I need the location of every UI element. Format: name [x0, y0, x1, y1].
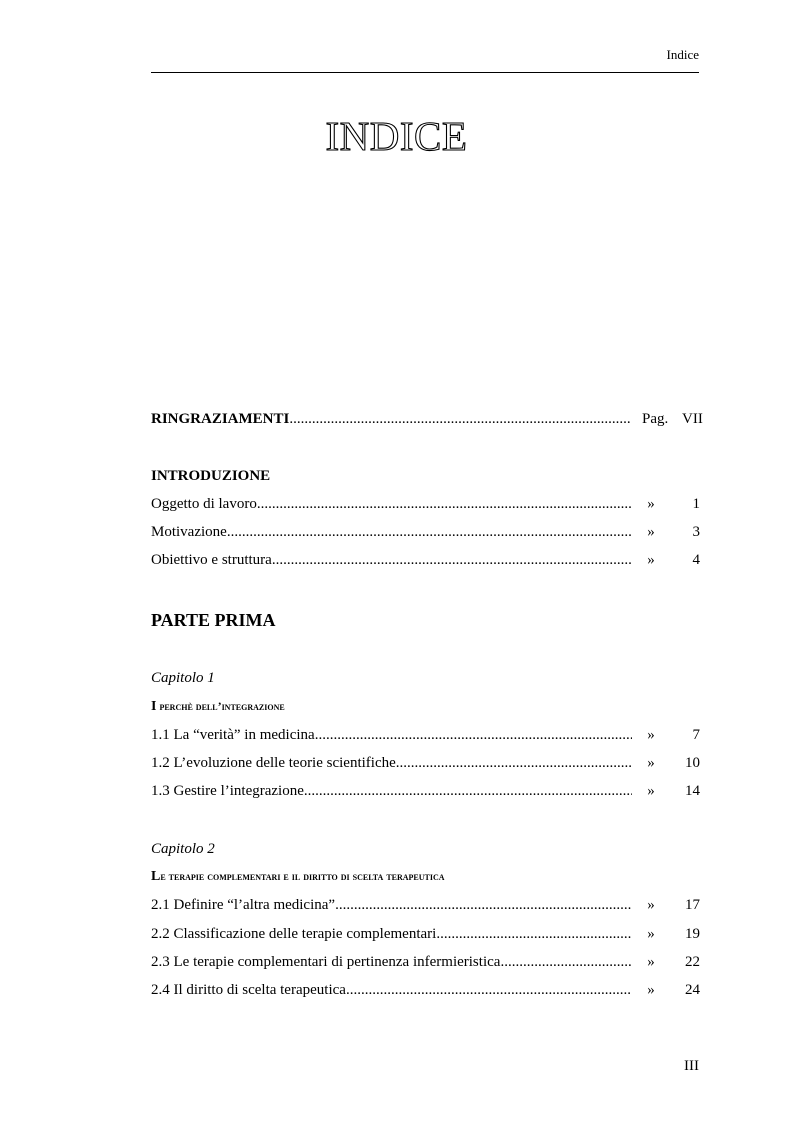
toc-entry-label: 1.1 La “verità” in medicina	[151, 727, 315, 743]
page-title: INDICE	[325, 113, 468, 159]
toc-page-marker: »	[647, 954, 655, 970]
toc-entry[interactable]	[151, 727, 700, 747]
toc-page-marker: »	[647, 783, 655, 799]
toc-page-number: 10	[685, 755, 700, 771]
chapter-label: Capitolo 1	[151, 670, 215, 686]
toc-page-number: 19	[685, 926, 700, 942]
toc-entry-label: Motivazione	[151, 524, 227, 540]
toc-entry-label: 2.1 Definire “l’altra medicina”	[151, 897, 336, 913]
toc-entry[interactable]	[151, 783, 700, 803]
toc-leader-dots	[436, 926, 632, 943]
toc-entry-label: 2.2 Classificazione delle terapie complementari	[151, 926, 437, 942]
header-rule	[151, 72, 699, 73]
toc-leader-dots	[289, 411, 630, 428]
toc-entry[interactable]	[151, 982, 700, 1002]
toc-entry-label: Obiettivo e struttura	[151, 552, 272, 568]
toc-leader-dots	[335, 897, 632, 914]
toc-leader-dots	[315, 727, 632, 744]
toc-page-marker: »	[647, 496, 655, 512]
toc-entry-label: 2.3 Le terapie complementari di pertinenza infermieristica	[151, 954, 501, 970]
toc-entry[interactable]	[151, 897, 700, 917]
toc-page-marker: »	[647, 982, 655, 998]
toc-pag-label: Pag.	[642, 411, 669, 427]
chapter-title-rest: perchè dell’integrazione	[156, 699, 285, 713]
toc-entry[interactable]	[151, 496, 700, 516]
toc-page-number: 17	[685, 897, 700, 913]
toc-entry-label: Oggetto di lavoro	[151, 496, 257, 512]
chapter-title	[151, 699, 285, 715]
toc-leader-dots	[396, 755, 632, 772]
toc-page-number: 22	[685, 954, 700, 970]
chapter-title-rest: e terapie complementari e il diritto di scelta terapeutica	[160, 869, 445, 883]
toc-entry[interactable]	[151, 524, 700, 544]
toc-entry-ringraziamenti[interactable]	[151, 411, 703, 431]
toc-entry[interactable]	[151, 954, 700, 974]
toc-leader-dots	[227, 524, 632, 541]
toc-page-number: 4	[692, 552, 700, 568]
toc-page-marker: »	[647, 897, 655, 913]
toc-page-marker: »	[647, 524, 655, 540]
section-heading-introduzione: INTRODUZIONE	[151, 468, 271, 484]
toc-entry-label: 1.3 Gestire l’integrazione	[151, 783, 304, 799]
chapter-label: Capitolo 2	[151, 841, 215, 857]
toc-leader-dots	[257, 496, 632, 513]
toc-entry-label: 2.4 Il diritto di scelta terapeutica	[151, 982, 346, 998]
toc-page-marker: »	[647, 552, 655, 568]
toc-page-marker: »	[647, 926, 655, 942]
toc-page-number: VII	[682, 411, 703, 427]
toc-leader-dots	[272, 552, 632, 569]
toc-leader-dots	[304, 783, 632, 800]
toc-page-number: 14	[685, 783, 700, 799]
toc-page-number: 24	[685, 982, 700, 998]
toc-entry-label: 1.2 L’evoluzione delle teorie scientifiche	[151, 755, 396, 771]
chapter-title-initial: L	[151, 869, 161, 884]
chapter-title-initial: I	[151, 699, 157, 714]
toc-entry[interactable]	[151, 926, 700, 946]
toc-entry-label: RINGRAZIAMENTI	[151, 411, 290, 427]
toc-page-number: 3	[692, 524, 700, 540]
part-heading: PARTE PRIMA	[151, 610, 276, 630]
toc-page-number: 7	[692, 727, 700, 743]
toc-page-marker: »	[647, 727, 655, 743]
toc-page-number: 1	[692, 496, 700, 512]
running-header: Indice	[666, 47, 699, 62]
chapter-title	[151, 869, 445, 885]
toc-page-marker: »	[647, 755, 655, 771]
toc-leader-dots	[500, 954, 632, 971]
toc-leader-dots	[346, 982, 632, 999]
toc-entry[interactable]	[151, 552, 700, 572]
page-number: III	[684, 1058, 699, 1074]
toc-entry[interactable]	[151, 755, 700, 775]
